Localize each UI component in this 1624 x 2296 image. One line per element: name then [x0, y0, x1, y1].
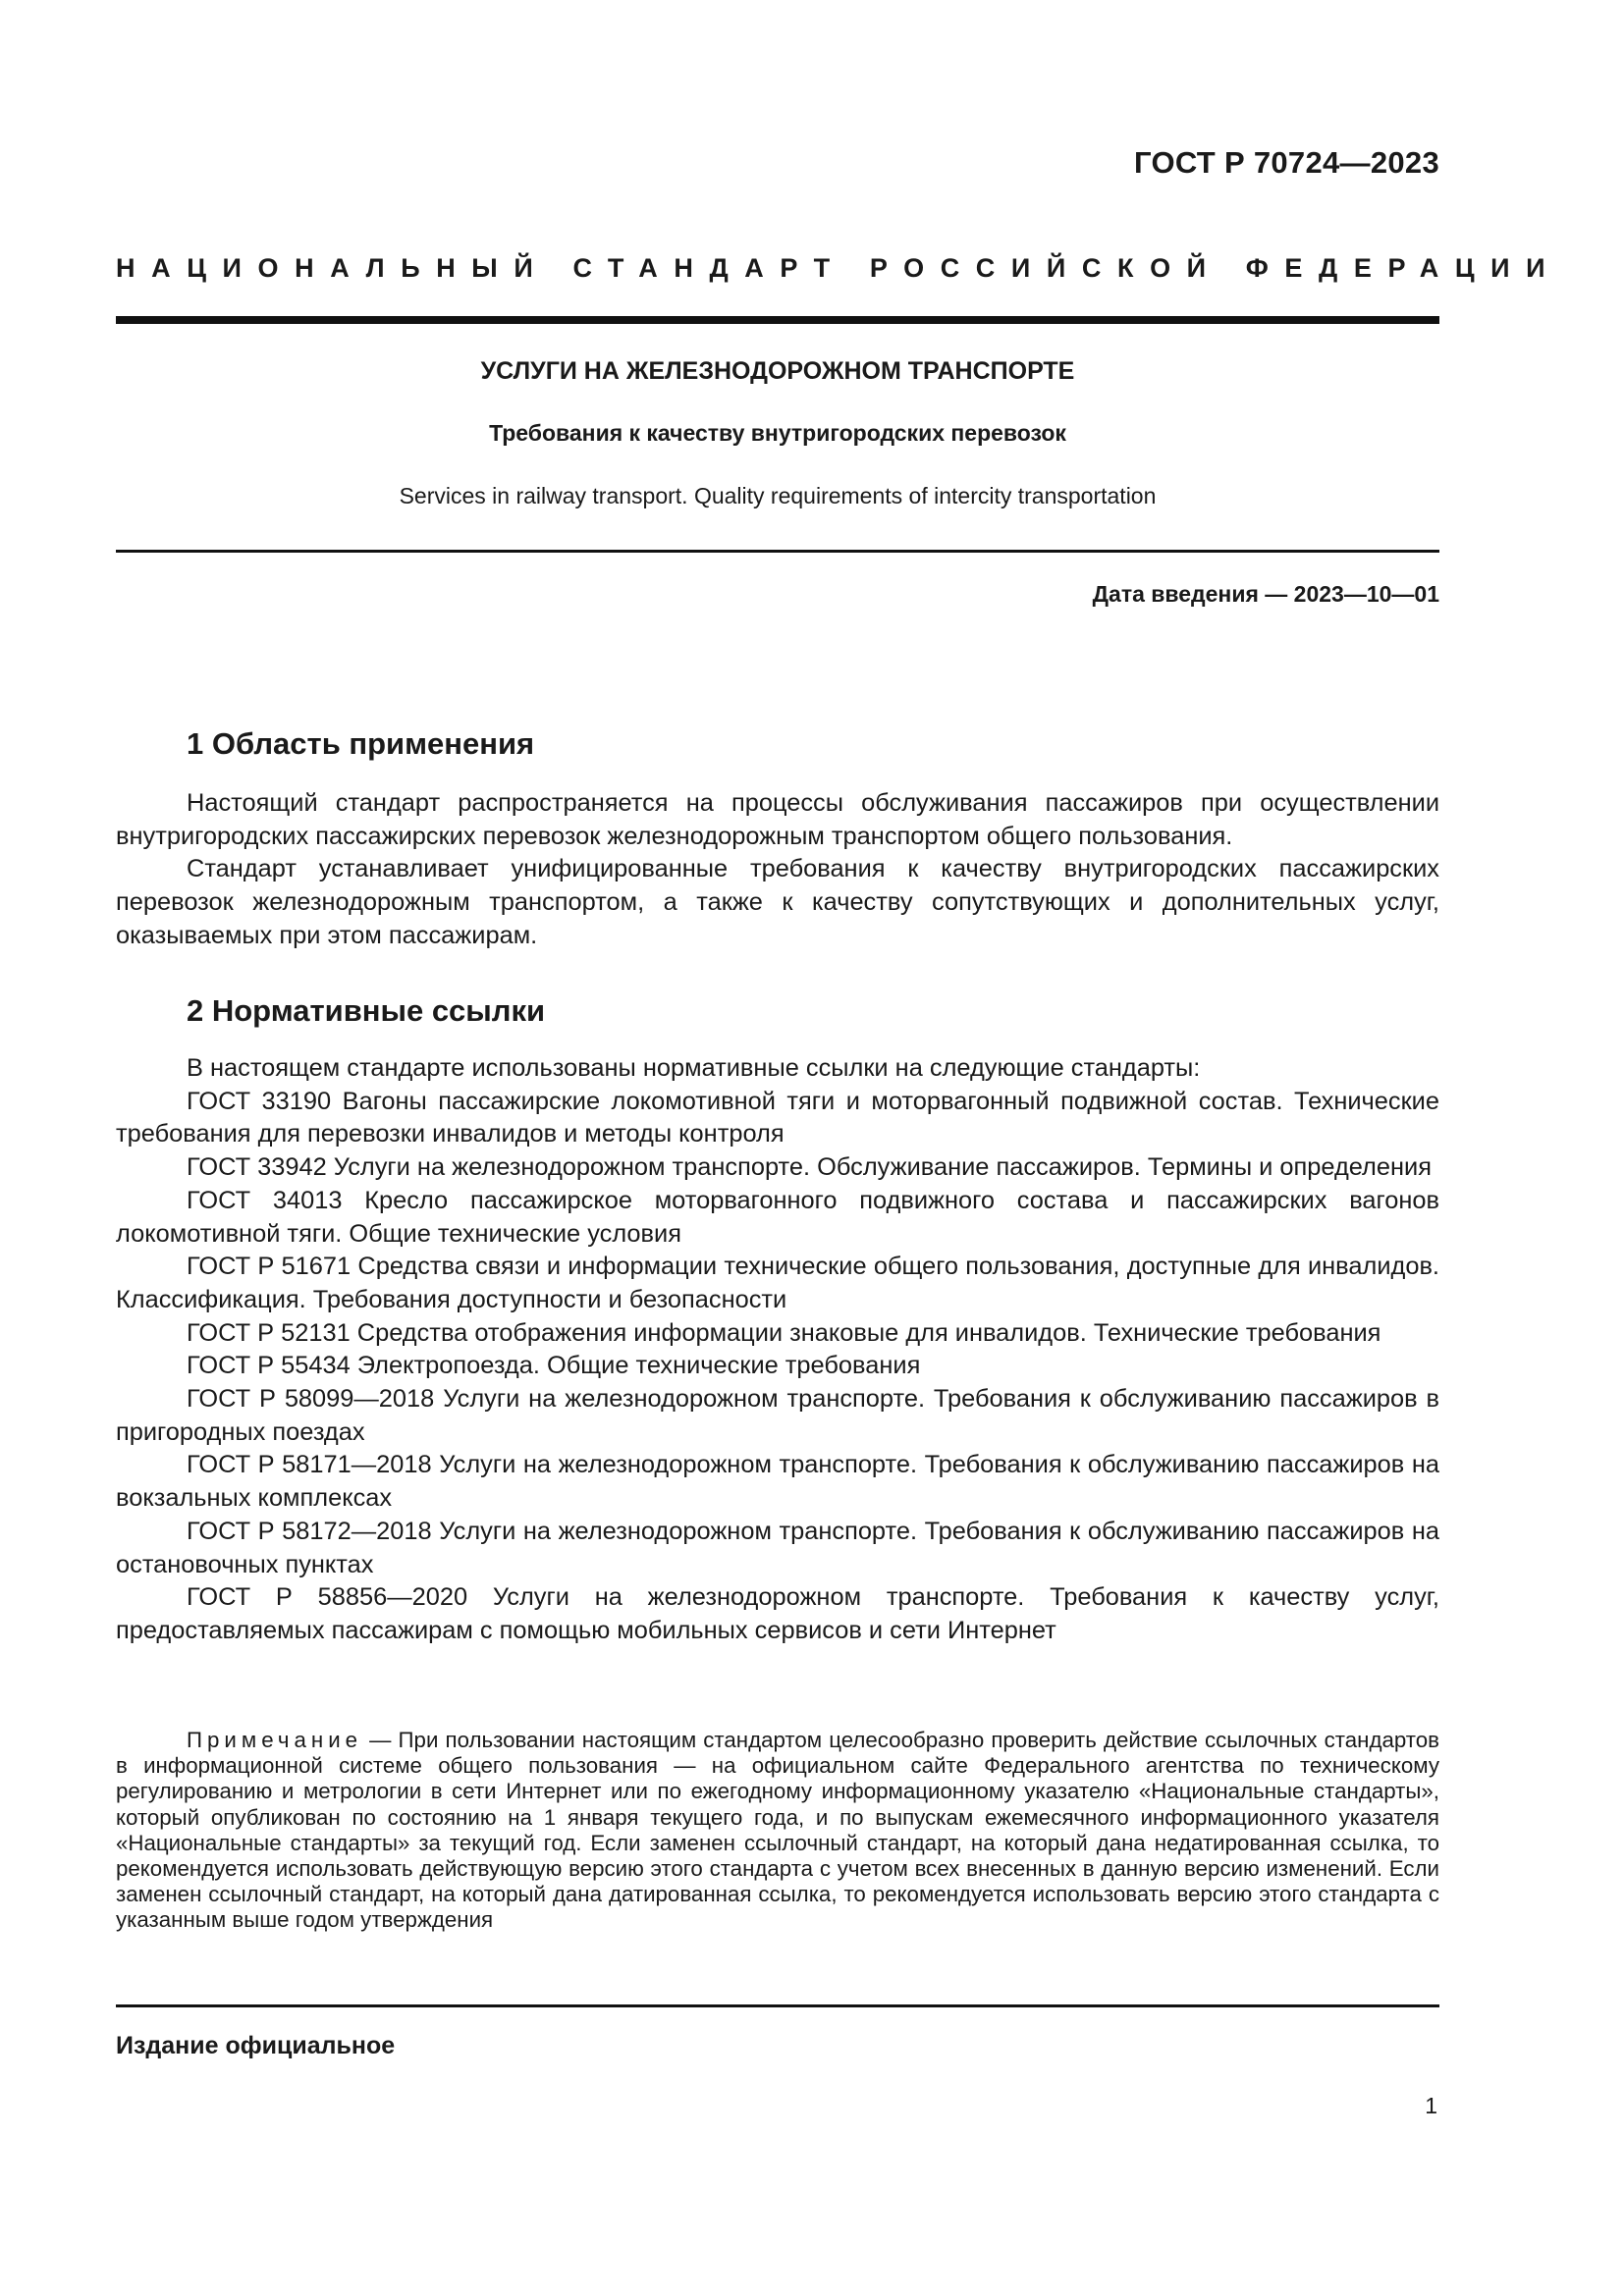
references-note: [116, 1728, 1439, 1934]
section-2-body: [116, 1052, 1439, 1648]
document-subtitle: Требования к качеству внутригородских перевозок: [489, 420, 1066, 446]
section-1-body: [116, 787, 1439, 953]
page-number: 1: [1425, 2093, 1437, 2118]
section-1-heading: 1 Область применения: [187, 726, 535, 761]
national-standard-header: НАЦИОНАЛЬНЫЙ СТАНДАРТ РОССИЙСКОЙ ФЕДЕРАЦИИ: [116, 253, 1562, 283]
section-1-paragraph: Стандарт устанавливает унифицированные требования к качеству внутригородских пассажирских перевозок железнодорожным транспортом, а также к качеству сопутствующих и дополнительных услуг, оказываемых при этом пассажирам.: [116, 855, 1439, 949]
title-divider: [116, 550, 1439, 553]
reference-item: ГОСТ Р 58172—2018 Услуги на железнодорожном транспорте. Требования к обслуживанию пассажиров на остановочных пунктах: [116, 1517, 1439, 1578]
reference-item: ГОСТ Р 58171—2018 Услуги на железнодорожном транспорте. Требования к обслуживанию пассажиров на вокзальных комплексах: [116, 1451, 1439, 1513]
reference-item: ГОСТ 33190 Вагоны пассажирские локомотивной тяги и моторвагонный подвижной состав. Технические требования для перевозки инвалидов и методы контроля: [116, 1087, 1439, 1148]
standard-designation: ГОСТ Р 70724—2023: [1134, 145, 1439, 180]
section-2-heading: 2 Нормативные ссылки: [187, 993, 546, 1028]
document-page: [116, 0, 1562, 2296]
reference-item: ГОСТ Р 51671 Средства связи и информации технические общего пользования, доступные для инвалидов. Классификация. Требования доступности и безопасности: [116, 1253, 1439, 1313]
reference-item: ГОСТ 33942 Услуги на железнодорожном транспорте. Обслуживание пассажиров. Термины и определения: [187, 1153, 1432, 1182]
note-label: Примечание: [187, 1728, 363, 1752]
introduction-date: Дата введения — 2023—10—01: [1092, 581, 1439, 607]
section-1-paragraph: Настоящий стандарт распространяется на процессы обслуживания пассажиров при осуществлении внутригородских пассажирских перевозок железнодорожным транспортом общего пользования.: [116, 789, 1439, 850]
reference-item: ГОСТ 34013 Кресло пассажирское моторвагонного подвижного состава и пассажирских вагонов локомотивной тяги. Общие технические условия: [116, 1186, 1439, 1248]
references-intro: В настоящем стандарте использованы нормативные ссылки на следующие стандарты:: [187, 1054, 1201, 1082]
official-edition-label: Издание официальное: [116, 2032, 396, 2059]
reference-item: ГОСТ Р 55434 Электропоезда. Общие технические требования: [187, 1352, 921, 1380]
reference-item: ГОСТ Р 58099—2018 Услуги на железнодорожном транспорте. Требования к обслуживанию пассажиров в пригородных поездах: [116, 1385, 1439, 1446]
document-title: УСЛУГИ НА ЖЕЛЕЗНОДОРОЖНОМ ТРАНСПОРТЕ: [480, 357, 1075, 385]
footer-divider: [116, 2004, 1439, 2007]
header-divider: [116, 316, 1439, 324]
reference-item: ГОСТ Р 52131 Средства отображения информации знаковые для инвалидов. Технические требования: [187, 1318, 1381, 1347]
document-title-english: Services in railway transport. Quality requirements of intercity transportation: [399, 483, 1157, 508]
note-text: — При пользовании настоящим стандартом целесообразно проверить действие ссылочных стандартов в информационной системе общего пользования — на официальном сайте Федерального агентства по техническому регулированию и метрологии в сети Интернет или по ежегодному информационному указателю «Национальные стандарты», который опубликован по состоянию на 1 января текущего года, и по выпускам ежемесячного информационного указателя «Национальные стандарты» за текущий год. Если заменен ссылочный стандарт, на который дана недатированная ссылка, то рекомендуется использовать действующую версию этого стандарта с учетом всех внесенных в данную версию изменений. Если заменен ссылочный стандарт, на который дана датированная ссылка, то рекомендуется использовать версию этого стандарта с указанным выше годом утверждения: [116, 1728, 1439, 1933]
reference-item: ГОСТ Р 58856—2020 Услуги на железнодорожном транспорте. Требования к качеству услуг, предоставляемых пассажирам с помощью мобильных сервисов и сети Интернет: [116, 1583, 1439, 1644]
